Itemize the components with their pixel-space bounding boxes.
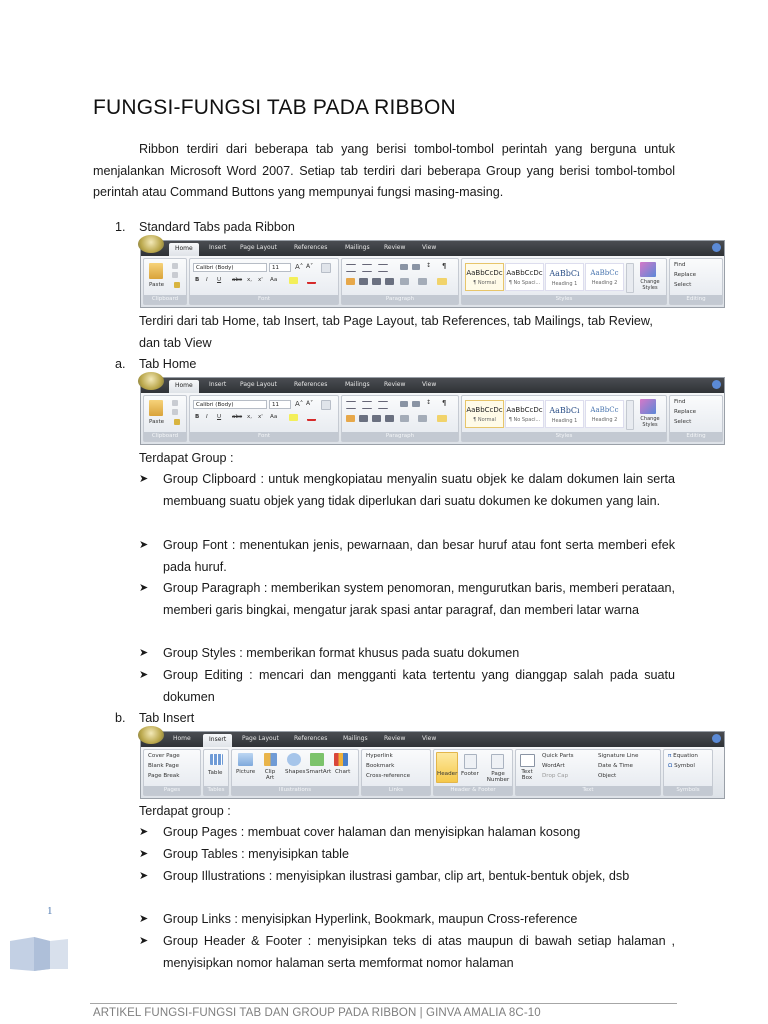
align-center-icon[interactable] bbox=[359, 278, 368, 285]
signature-line-button[interactable]: Signature Line bbox=[598, 753, 639, 759]
paste-icon[interactable] bbox=[149, 263, 163, 279]
chart-button[interactable]: Chart bbox=[335, 769, 351, 775]
numbering-icon[interactable] bbox=[362, 401, 372, 409]
group-label-paragraph: Paragraph bbox=[342, 432, 458, 441]
font-color-icon[interactable] bbox=[307, 277, 316, 284]
show-formatting-icon[interactable]: ¶ bbox=[442, 262, 447, 270]
borders-icon[interactable] bbox=[437, 278, 447, 285]
group-styles bbox=[461, 258, 667, 305]
ribbon-screenshot-home bbox=[140, 377, 725, 445]
tab-page-layout[interactable]: Page Layout bbox=[240, 244, 277, 251]
chart-icon[interactable] bbox=[334, 753, 348, 766]
grow-font-button[interactable]: A˄ bbox=[295, 263, 304, 271]
group-label-pages: Pages bbox=[144, 786, 200, 795]
list-item bbox=[139, 535, 675, 578]
shrink-font-button[interactable]: A˅ bbox=[306, 263, 314, 270]
list-item bbox=[139, 909, 675, 931]
list-item-text: Group Clipboard : untuk mengkopiatau menyalin suatu objek ke dalam dokumen lain serta membuang suatu objek yang tidak diperlukan dari suatu dokumen ke dokumen yang lain. bbox=[163, 472, 675, 508]
copy-icon[interactable] bbox=[172, 409, 178, 415]
bullets-icon[interactable] bbox=[346, 264, 356, 272]
list-item-text: Group Editing : mencari dan mengganti kata tertentu yang dianggap salah pada suatu dokumen bbox=[163, 668, 675, 704]
find-button[interactable]: Find bbox=[674, 262, 686, 268]
group-editing bbox=[669, 395, 723, 442]
hyperlink-button[interactable]: Hyperlink bbox=[366, 753, 393, 759]
increase-indent-icon[interactable] bbox=[412, 401, 420, 407]
format-painter-icon[interactable] bbox=[174, 282, 180, 288]
justify-icon[interactable] bbox=[385, 415, 394, 422]
highlight-icon[interactable] bbox=[289, 277, 298, 284]
strikethrough-button[interactable]: abc bbox=[232, 414, 243, 420]
style-heading-1[interactable]: AaBbCı Heading 1 bbox=[545, 400, 584, 428]
group-links bbox=[361, 749, 431, 796]
table-button[interactable]: Table bbox=[208, 770, 223, 776]
bullet-arrow-icon: ➤ bbox=[139, 539, 149, 551]
style-heading-1[interactable]: AaBbCı Heading 1 bbox=[545, 263, 584, 291]
bullet-arrow-icon: ➤ bbox=[139, 647, 149, 659]
group-header-footer bbox=[433, 749, 513, 796]
list-item-text: Group Illustrations : menyisipkan ilustrasi gambar, clip art, bentuk-bentuk objek, dsb bbox=[163, 869, 630, 883]
group-text bbox=[515, 749, 661, 796]
group-paragraph bbox=[341, 258, 459, 305]
shapes-button[interactable]: Shapes bbox=[285, 769, 306, 775]
page-number: 1 bbox=[47, 905, 53, 917]
group-symbols bbox=[663, 749, 713, 796]
tab-home[interactable]: Home bbox=[169, 243, 199, 256]
find-button[interactable]: Find bbox=[674, 399, 686, 405]
group-label-editing: Editing bbox=[670, 295, 722, 304]
align-left-icon[interactable] bbox=[346, 415, 355, 422]
decrease-indent-icon[interactable] bbox=[400, 264, 408, 270]
change-styles-icon[interactable] bbox=[640, 262, 656, 277]
format-painter-icon[interactable] bbox=[174, 419, 180, 425]
pi-icon: π bbox=[668, 753, 672, 759]
tab-mailings[interactable]: Mailings bbox=[345, 381, 370, 388]
group-pages bbox=[143, 749, 201, 796]
decrease-indent-icon[interactable] bbox=[400, 401, 408, 407]
superscript-button[interactable]: x' bbox=[258, 414, 263, 420]
group-editing bbox=[669, 258, 723, 305]
group-label-styles: Styles bbox=[462, 432, 666, 441]
list-item-text: Group Pages : membuat cover halaman dan menyisipkan halaman kosong bbox=[163, 825, 581, 839]
list-item bbox=[139, 643, 675, 665]
help-icon[interactable] bbox=[712, 734, 721, 743]
replace-button[interactable]: Replace bbox=[674, 409, 697, 415]
style-normal[interactable]: AaBbCcDc ¶ Normal bbox=[465, 400, 504, 428]
list-item bbox=[139, 578, 675, 621]
shrink-font-button[interactable]: A˅ bbox=[306, 400, 314, 407]
footer-divider bbox=[90, 1003, 677, 1004]
bullet-arrow-icon: ➤ bbox=[139, 669, 149, 681]
list-item bbox=[139, 844, 675, 866]
italic-button[interactable]: I bbox=[206, 277, 208, 283]
sectionA-intro: Terdapat Group : bbox=[139, 451, 234, 465]
tab-references[interactable]: References bbox=[294, 735, 328, 742]
tab-references[interactable]: References bbox=[294, 244, 328, 251]
tab-insert[interactable]: Insert bbox=[209, 244, 227, 251]
page-number-button[interactable]: Page Number bbox=[486, 771, 510, 783]
font-name-combo[interactable]: Calibri (Body) bbox=[193, 263, 267, 272]
list-item-text: Group Styles : memberikan format khusus pada suatu dokumen bbox=[163, 646, 520, 660]
shading-icon[interactable] bbox=[418, 278, 427, 285]
bullet-arrow-icon: ➤ bbox=[139, 935, 149, 947]
style-heading-2[interactable]: AaBbCc Heading 2 bbox=[585, 400, 624, 428]
underline-button[interactable]: U bbox=[217, 414, 222, 420]
section1-description: Terdiri dari tab Home, tab Insert, tab Page Layout, tab References, tab Mailings, tab Review, dan tab View bbox=[139, 314, 653, 350]
date-time-button[interactable]: Date & Time bbox=[598, 763, 633, 769]
text-box-icon[interactable] bbox=[520, 754, 535, 767]
group-label-clipboard: Clipboard bbox=[144, 295, 186, 304]
change-case-button[interactable]: Aa bbox=[270, 277, 278, 283]
line-spacing-icon[interactable] bbox=[400, 415, 409, 422]
office-button-icon[interactable] bbox=[138, 372, 164, 390]
drop-cap-button[interactable]: Drop Cap bbox=[542, 773, 569, 779]
tab-mailings[interactable]: Mailings bbox=[343, 735, 368, 742]
omega-icon: Ω bbox=[668, 763, 673, 769]
strikethrough-button[interactable]: abc bbox=[232, 277, 243, 283]
style-no-spacing[interactable]: AaBbCcDc ¶ No Spaci... bbox=[505, 263, 544, 291]
blank-page-button[interactable]: Blank Page bbox=[148, 763, 179, 769]
group-clipboard bbox=[143, 395, 187, 442]
tab-page-layout[interactable]: Page Layout bbox=[240, 381, 277, 388]
superscript-button[interactable]: x' bbox=[258, 277, 263, 283]
picture-icon[interactable] bbox=[238, 753, 253, 766]
tab-home[interactable]: Home bbox=[169, 380, 199, 393]
select-button[interactable]: Select bbox=[674, 419, 692, 425]
list-item-text: Group Links : menyisipkan Hyperlink, Bookmark, maupun Cross-reference bbox=[163, 912, 578, 926]
quick-parts-button[interactable]: Quick Parts bbox=[542, 753, 574, 759]
bullet-arrow-icon: ➤ bbox=[139, 826, 149, 838]
sectionB-heading: Tab Insert bbox=[139, 711, 195, 725]
clip-art-button[interactable]: Clip Art bbox=[264, 769, 276, 781]
paste-label[interactable]: Paste bbox=[149, 419, 165, 425]
bullet-arrow-icon: ➤ bbox=[139, 848, 149, 860]
sectionB-intro: Terdapat group : bbox=[139, 804, 231, 818]
align-center-icon[interactable] bbox=[359, 415, 368, 422]
list-item-text: Group Font : menentukan jenis, pewarnaan, dan besar huruf atau font serta memberi efek pada huruf. bbox=[163, 538, 675, 574]
section1-heading: Standard Tabs pada Ribbon bbox=[139, 220, 295, 234]
group-label-header-footer: Header & Footer bbox=[434, 786, 512, 795]
cover-page-button[interactable]: Cover Page bbox=[148, 753, 180, 759]
cut-icon[interactable] bbox=[172, 400, 178, 406]
bullet-arrow-icon: ➤ bbox=[139, 582, 149, 594]
footer-icon[interactable] bbox=[464, 754, 477, 769]
footer-button[interactable]: Footer bbox=[461, 771, 479, 777]
group-label-font: Font bbox=[190, 432, 338, 441]
increase-indent-icon[interactable] bbox=[412, 264, 420, 270]
style-normal[interactable]: AaBbCcDc ¶ Normal bbox=[465, 263, 504, 291]
group-font bbox=[189, 258, 339, 305]
clear-formatting-icon[interactable] bbox=[321, 400, 331, 410]
style-heading-2[interactable]: AaBbCc Heading 2 bbox=[585, 263, 624, 291]
section1-number: 1. bbox=[115, 220, 126, 234]
group-label-styles: Styles bbox=[462, 295, 666, 304]
change-case-button[interactable]: Aa bbox=[270, 414, 278, 420]
align-left-icon[interactable] bbox=[346, 278, 355, 285]
align-right-icon[interactable] bbox=[372, 278, 381, 285]
list-item bbox=[139, 931, 675, 974]
tab-review[interactable]: Review bbox=[384, 735, 406, 742]
multilevel-list-icon[interactable] bbox=[378, 264, 388, 272]
bullet-arrow-icon: ➤ bbox=[139, 473, 149, 485]
office-button-icon[interactable] bbox=[138, 235, 164, 253]
change-styles-button[interactable]: Change Styles bbox=[640, 279, 660, 291]
group-label-illustrations: Illustrations bbox=[232, 786, 358, 795]
list-item bbox=[139, 822, 675, 844]
tab-mailings[interactable]: Mailings bbox=[345, 244, 370, 251]
justify-icon[interactable] bbox=[385, 278, 394, 285]
clip-art-icon[interactable] bbox=[264, 753, 277, 766]
document-title: FUNGSI-FUNGSI TAB PADA RIBBON bbox=[93, 96, 456, 119]
tab-view[interactable]: View bbox=[422, 735, 437, 742]
paste-label[interactable]: Paste bbox=[149, 282, 165, 288]
group-label-tables: Tables bbox=[204, 786, 228, 795]
show-formatting-icon[interactable]: ¶ bbox=[442, 399, 447, 407]
group-clipboard bbox=[143, 258, 187, 305]
list-item-text: Group Paragraph : memberikan system penomoran, mengurutkan baris, memberi perataan, memberi garis bingkai, mengatur jarak spasi antar paragraf, dan memberi latar warna bbox=[163, 581, 675, 617]
sectionA-heading: Tab Home bbox=[139, 357, 197, 371]
grow-font-button[interactable]: A˄ bbox=[295, 400, 304, 408]
page-number-icon[interactable] bbox=[491, 754, 504, 769]
change-styles-button[interactable]: Change Styles bbox=[640, 416, 660, 428]
replace-button[interactable]: Replace bbox=[674, 272, 697, 278]
paste-icon[interactable] bbox=[149, 400, 163, 416]
sectionB-number: b. bbox=[115, 711, 126, 725]
header-highlight[interactable] bbox=[436, 752, 458, 783]
group-label-symbols: Symbols bbox=[664, 786, 712, 795]
shading-icon[interactable] bbox=[418, 415, 427, 422]
equation-button[interactable]: π Equation bbox=[668, 753, 698, 759]
underline-button[interactable]: U bbox=[217, 277, 222, 283]
group-label-editing: Editing bbox=[670, 432, 722, 441]
group-label-paragraph: Paragraph bbox=[342, 295, 458, 304]
styles-scroll[interactable] bbox=[626, 400, 634, 430]
group-illustrations bbox=[231, 749, 359, 796]
group-styles bbox=[461, 395, 667, 442]
font-size-combo[interactable]: 11 bbox=[269, 263, 291, 272]
group-label-font: Font bbox=[190, 295, 338, 304]
font-color-icon[interactable] bbox=[307, 414, 316, 421]
bullet-arrow-icon: ➤ bbox=[139, 870, 149, 882]
symbol-button[interactable]: Ω Symbol bbox=[668, 763, 695, 769]
tab-references[interactable]: References bbox=[294, 381, 328, 388]
intro-paragraph: Ribbon terdiri dari beberapa tab yang berisi tombol-tombol perintah yang berguna untuk menjalankan Microsoft Word 2007. Setiap tab terdiri dari beberapa Group yang berisi tombol-tombol perintah atau Command Buttons yang mempunyai fungsi masing-masing. bbox=[93, 142, 675, 199]
bold-button[interactable]: B bbox=[195, 277, 200, 283]
font-name-combo[interactable]: Calibri (Body) bbox=[193, 400, 267, 409]
ribbon-screenshot-standard bbox=[140, 240, 725, 308]
group-font bbox=[189, 395, 339, 442]
multilevel-list-icon[interactable] bbox=[378, 401, 388, 409]
style-no-spacing[interactable]: AaBbCcDc ¶ No Spaci... bbox=[505, 400, 544, 428]
sectionA-number: a. bbox=[115, 357, 126, 371]
shapes-icon[interactable] bbox=[287, 753, 301, 766]
tab-insert[interactable]: Insert bbox=[209, 381, 227, 388]
group-label-text: Text bbox=[516, 786, 660, 795]
tab-home[interactable]: Home bbox=[173, 735, 191, 742]
page-break-button[interactable]: Page Break bbox=[148, 773, 180, 779]
smartart-icon[interactable] bbox=[310, 753, 324, 766]
subscript-button[interactable]: x, bbox=[247, 414, 253, 420]
tab-review[interactable]: Review bbox=[384, 244, 406, 251]
bookmark-button[interactable]: Bookmark bbox=[366, 763, 395, 769]
tab-view[interactable]: View bbox=[422, 244, 437, 251]
line-spacing-icon[interactable] bbox=[400, 278, 409, 285]
text-box-button[interactable]: Text Box bbox=[521, 769, 533, 781]
change-styles-icon[interactable] bbox=[640, 399, 656, 414]
office-button-icon[interactable] bbox=[138, 726, 164, 744]
table-icon[interactable] bbox=[210, 754, 223, 765]
tab-insert[interactable]: Insert bbox=[203, 734, 232, 747]
list-item-text: Group Tables : menyisipkan table bbox=[163, 847, 349, 861]
bullets-icon[interactable] bbox=[346, 401, 356, 409]
list-item bbox=[139, 665, 675, 708]
bullet-arrow-icon: ➤ bbox=[139, 913, 149, 925]
ribbon-screenshot-insert bbox=[140, 731, 725, 799]
group-paragraph bbox=[341, 395, 459, 442]
list-item-text: Group Header & Footer : menyisipkan teks di atas maupun di bawah setiap halaman , menyisipkan nomor halaman serta memformat nomor halaman bbox=[163, 934, 675, 970]
subscript-button[interactable]: x, bbox=[247, 277, 253, 283]
sort-icon[interactable]: ↕ bbox=[426, 399, 432, 406]
cut-icon[interactable] bbox=[172, 263, 178, 269]
smartart-button[interactable]: SmartArt bbox=[306, 769, 332, 775]
list-item bbox=[139, 866, 675, 888]
tab-review[interactable]: Review bbox=[384, 381, 406, 388]
tab-view[interactable]: View bbox=[422, 381, 437, 388]
cross-reference-button[interactable]: Cross-reference bbox=[366, 773, 411, 779]
tab-page-layout[interactable]: Page Layout bbox=[242, 735, 279, 742]
select-button[interactable]: Select bbox=[674, 282, 692, 288]
group-tables bbox=[203, 749, 229, 796]
align-right-icon[interactable] bbox=[372, 415, 381, 422]
list-item bbox=[139, 469, 675, 512]
page-footer: ARTIKEL FUNGSI-FUNGSI TAB DAN GROUP PADA RIBBON | GINVA AMALIA 8C-10 bbox=[93, 1007, 541, 1019]
highlight-icon[interactable] bbox=[289, 414, 298, 421]
copy-icon[interactable] bbox=[172, 272, 178, 278]
help-icon[interactable] bbox=[712, 380, 721, 389]
help-icon[interactable] bbox=[712, 243, 721, 252]
italic-button[interactable]: I bbox=[206, 414, 208, 420]
group-label-clipboard: Clipboard bbox=[144, 432, 186, 441]
wordart-button[interactable]: WordArt bbox=[542, 763, 565, 769]
object-button[interactable]: Object bbox=[598, 773, 617, 779]
styles-scroll[interactable] bbox=[626, 263, 634, 293]
page-decoration-icon bbox=[10, 935, 68, 973]
font-size-combo[interactable]: 11 bbox=[269, 400, 291, 409]
clear-formatting-icon[interactable] bbox=[321, 263, 331, 273]
numbering-icon[interactable] bbox=[362, 264, 372, 272]
sort-icon[interactable]: ↕ bbox=[426, 262, 432, 269]
bold-button[interactable]: B bbox=[195, 414, 200, 420]
borders-icon[interactable] bbox=[437, 415, 447, 422]
picture-button[interactable]: Picture bbox=[236, 769, 256, 775]
header-button[interactable]: Header bbox=[437, 771, 458, 777]
group-label-links: Links bbox=[362, 786, 430, 795]
